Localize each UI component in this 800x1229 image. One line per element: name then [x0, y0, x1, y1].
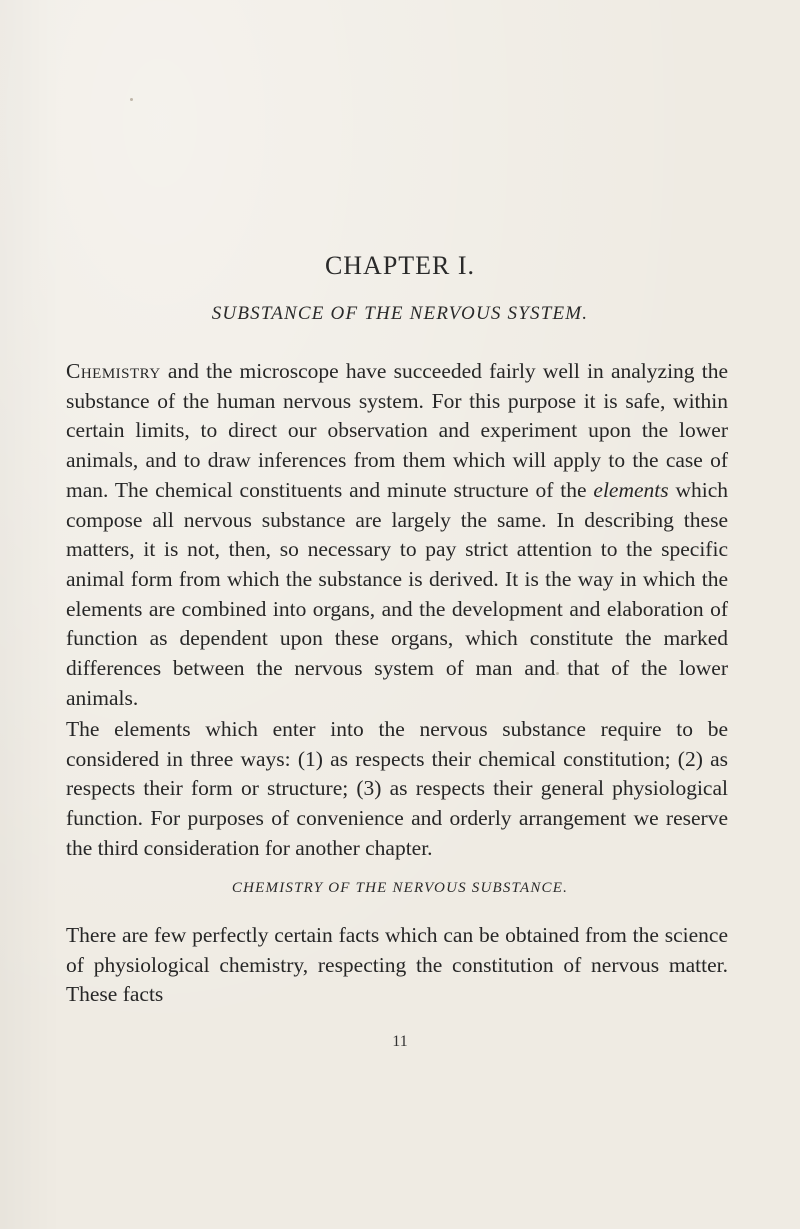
chapter-title: SUBSTANCE OF THE NERVOUS SYSTEM.: [211, 303, 589, 324]
paragraph-3: There are few perfectly certain facts which can be obtained from the science of physiological chemistry, respecting the constitution of nervous matter. These facts: [66, 923, 728, 1007]
paragraph-text: which compose all nervous substance are largely the same. In describing these matters, it is not, then, so necessary to pay strict attention to the specific animal form from which the substance is derived. It is the way in which the elements are combined into organs, and the development and elaboration of function as dependent upon these organs, which constitute the marked differences between the nervous system of man and that of the lower animals.: [66, 477, 729, 710]
paragraph-1: [66, 357, 728, 713]
paper-speck: [130, 98, 133, 101]
paragraph-text: and the microscope have succeeded fairly well in analyzing the substance of the human nervous system. For this purpose it is safe, within certain limits, to direct our observation and experiment upon the lower animals, and to draw inferences from them which will apply to the case of man. The chemical constituents and minute structure of the: [66, 359, 728, 502]
chapter-heading: CHAPTER I.: [324, 251, 476, 280]
emphasized-word: elements: [593, 477, 669, 502]
paragraph-2: The elements which enter into the nervous substance require to be considered in three ways: (1) as respects their chemical constitution; (2) as respects their form or structure; (3) as respects their general physiological function. For purposes of convenience and orderly arrangement we reserve the third consideration for another chapter.: [66, 717, 728, 860]
section-heading: CHEMISTRY OF THE NERVOUS SUBSTANCE.: [231, 880, 569, 896]
page-number: 11: [392, 1033, 408, 1050]
paragraph-lead-word: Chemistry: [66, 359, 161, 383]
